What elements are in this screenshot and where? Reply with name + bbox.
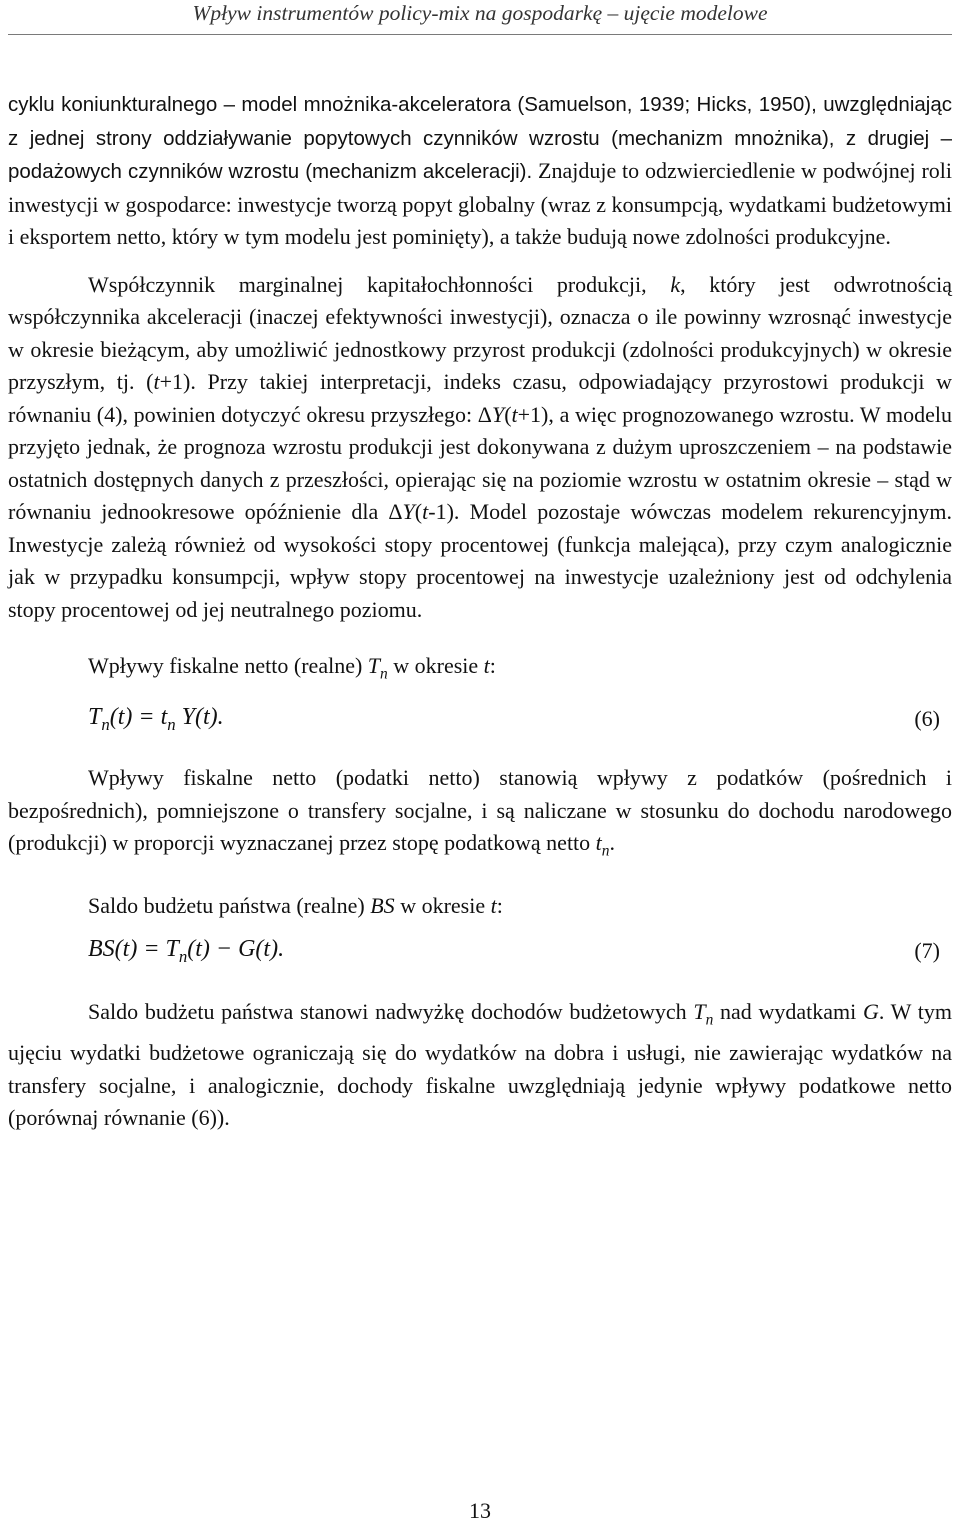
- page-body: [8, 88, 952, 1135]
- spacer: [8, 988, 952, 996]
- paragraph-2-text: Współczynnik marginalnej kapitałochłonności produkcji,: [88, 271, 647, 297]
- paragraph-2: [8, 269, 952, 627]
- paragraph-2-text: (: [414, 499, 423, 524]
- intro-text: w okresie: [387, 653, 484, 678]
- paragraph-2-text: -1). Model pozostaje wówczas modelem rekurencyjnym. Inwestycje zależą również od wysokości stopy procentowej (funkcja malejąca), przy czym analogicznie jak w przypadku konsumpcji, wpływ stopy procentowej na inwestycje uzależniony jest od odchylenia stopy procentowej od jej neutralnego poziomu.: [8, 499, 952, 622]
- running-header: [8, 0, 952, 35]
- paragraph-2-text: , który jest odwrotnością współczynnika akceleracji (inaczej efektywności inwestycji), oznacza o ile powinny wzrosnąć inwestycje w okresie bieżącym, aby umożliwić jednostkowy przyrost produkcji (zdolności produkcyjnych) w okresie przyszłym, tj. (: [8, 271, 953, 394]
- paragraph-4-text: Saldo budżetu państwa stanowi nadwyżkę dochodów budżetowych: [88, 999, 694, 1025]
- symbol-y: Y: [402, 499, 415, 524]
- equation-7-formula: $BS(t) = T_n(t) - G(t)$.: [88, 936, 285, 967]
- intro-text: Saldo budżetu państwa (realne): [88, 893, 371, 919]
- paragraph-4-text: . W tym ujęciu wydatki budżetowe ograniczają się do wydatków na dobra i usługi, nie zawierając wydatków na transfery socjalne, i analogicznie, dochody fiskalne uwzględniają jedynie wpływy podatkowe netto (porównaj równanie (6)).: [8, 999, 952, 1131]
- symbol-t: t: [595, 830, 602, 856]
- symbol-t: t: [422, 499, 429, 524]
- intro-text: w okresie: [394, 893, 491, 919]
- page-footer: [0, 1498, 960, 1524]
- symbol-t: t: [511, 401, 518, 427]
- paragraph-1-sans-text: cyklu koniunkturalnego – model mnożnika-akceleratora (Samuelson, 1939; Hicks, 1950), uwzględniając z jednej strony oddziaływanie popytowych czynników wzrostu (mechanizm mnożnika), z drugiej – podażowych czynników wzrostu (mechanizm akceleracji).: [8, 93, 952, 183]
- equation-6-intro: [8, 650, 952, 690]
- paragraph-2-text: +1). Przy takiej interpretacji, indeks czasu, odpowiadający przyrostowi produkcji w równaniu (4), powinien dotyczyć okresu przyszłego:: [8, 369, 952, 427]
- spacer: [8, 868, 952, 890]
- subscript-n: n: [380, 665, 388, 683]
- paragraph-1-serif-text: Znajduje to odzwierciedlenie w podwójnej roli inwestycji w gospodarce: inwestycje tworzą popyt globalny (wraz z konsumpcją, wydatkami budżetowymi i eksportem netto, który w tym modelu jest pominięty), a także budują nowe zdolności produkcyjne.: [8, 158, 953, 249]
- paragraph-3: [8, 762, 952, 868]
- paragraph-1: [8, 88, 952, 254]
- paragraph-2-text: +1), a więc prognozowanego wzrostu. W modelu przyjęto jednak, że prognoza wzrostu produkcji jest dokonywana z dużym uproszczeniem – na podstawie ostatnich dostępnych danych z przeszłości, opierając się na poziomie wzrostu w ostatnim okresie – stąd w równaniu jednookresowe opóźnienie dla: [8, 401, 952, 524]
- symbol-G: G: [862, 999, 879, 1025]
- paragraph-2-text: (: [504, 401, 512, 427]
- intro-text: Wpływy fiskalne netto (realne): [88, 653, 368, 678]
- equation-6-formula: $T_n(t) = t_n$ Y(t).: [88, 704, 224, 735]
- paragraph-3-text: Wpływy fiskalne netto (podatki netto) stanowią wpływy z podatków (pośrednich i bezpośrednich), pomniejszone o transfery socjalne, i są naliczane w stosunku do dochodu narodowego (produkcji) w proporcji wyznaczanej przez stopę podatkową netto: [8, 765, 952, 856]
- delta-symbol: Δ: [388, 499, 403, 524]
- intro-text: :: [489, 653, 496, 678]
- symbol-t: t: [153, 369, 160, 394]
- spacer: [8, 254, 952, 269]
- equation-7-number: (7): [914, 938, 940, 964]
- symbol-k: k: [670, 271, 681, 297]
- page-number: 13: [469, 1498, 491, 1523]
- symbol-t: t: [483, 653, 490, 678]
- intro-text: :: [496, 893, 503, 919]
- paragraph-4-text: nad wydatkami: [713, 999, 863, 1025]
- delta-symbol: Δ: [477, 401, 492, 427]
- subscript-n: n: [601, 842, 610, 860]
- equation-6-number: (6): [914, 706, 940, 732]
- equation-7-intro: [8, 890, 952, 922]
- symbol-y: Y: [491, 401, 505, 427]
- symbol-T: T: [367, 653, 381, 678]
- symbol-t: t: [490, 893, 497, 919]
- equation-7: [8, 922, 952, 988]
- paragraph-4: [8, 996, 952, 1134]
- spacer: [8, 626, 952, 650]
- running-title: Wpływ instrumentów policy-mix na gospodarkę – ujęcie modelowe: [192, 1, 768, 25]
- symbol-BS: BS: [370, 893, 395, 919]
- symbol-T: T: [693, 999, 706, 1025]
- equation-6: [8, 690, 952, 756]
- paragraph-3-text: .: [609, 830, 615, 856]
- subscript-n: n: [705, 1011, 714, 1029]
